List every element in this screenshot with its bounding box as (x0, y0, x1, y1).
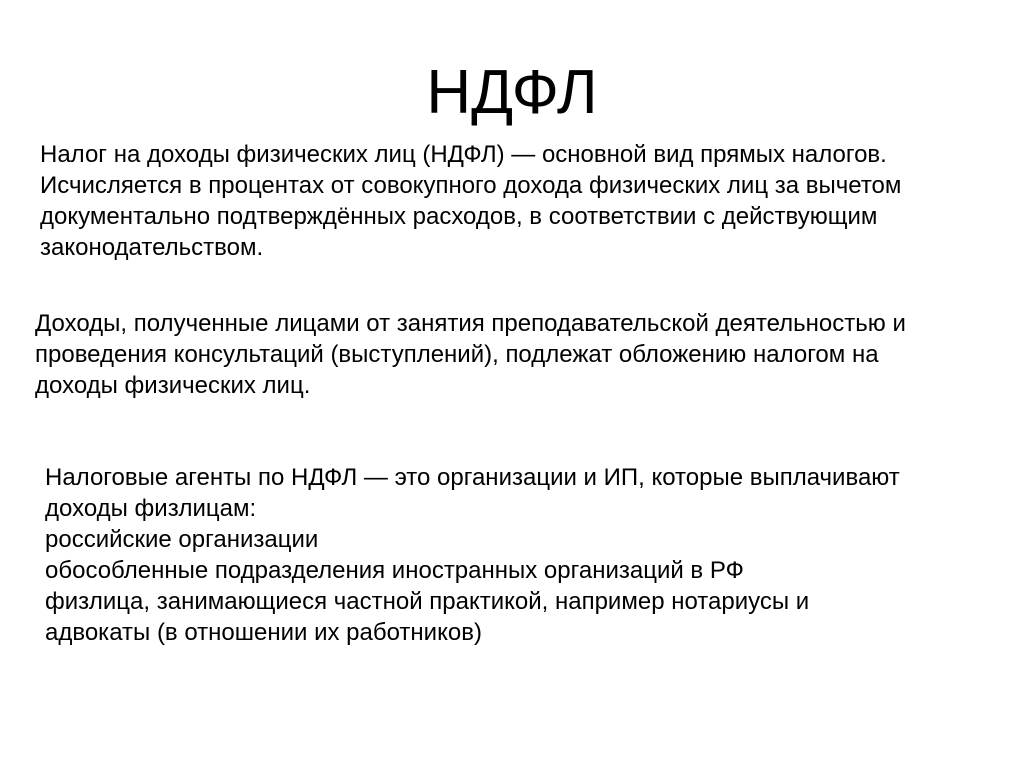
list-item: российские организации (45, 526, 319, 553)
paragraph-definition (40, 139, 901, 263)
text-line: доходы физических лиц. (35, 372, 311, 399)
paragraph-tax-agents (45, 462, 900, 648)
list-item: физлица, занимающиеся частной практикой, например нотариусы и (45, 588, 810, 615)
text-line: Доходы, полученные лицами от занятия преподавательской деятельностью и (35, 310, 906, 337)
text-line: адвокаты (в отношении их работников) (45, 619, 482, 646)
text-line: проведения консультаций (выступлений), подлежат обложению налогом на (35, 341, 879, 368)
text-line: документально подтверждённых расходов, в соответствии с действующим (40, 203, 878, 230)
text-line: законодательством. (40, 234, 264, 261)
text-line: Исчисляется в процентах от совокупного дохода физических лиц за вычетом (40, 172, 902, 199)
paragraph-teaching-income (35, 308, 906, 401)
slide-title: НДФЛ (426, 58, 598, 127)
text-line: Налог на доходы физических лиц (НДФЛ) — основной вид прямых налогов. (40, 141, 887, 168)
list-item: обособленные подразделения иностранных организаций в РФ (45, 557, 744, 584)
text-line: доходы физлицам: (45, 495, 257, 522)
text-line: Налоговые агенты по НДФЛ — это организации и ИП, которые выплачивают (45, 464, 900, 491)
